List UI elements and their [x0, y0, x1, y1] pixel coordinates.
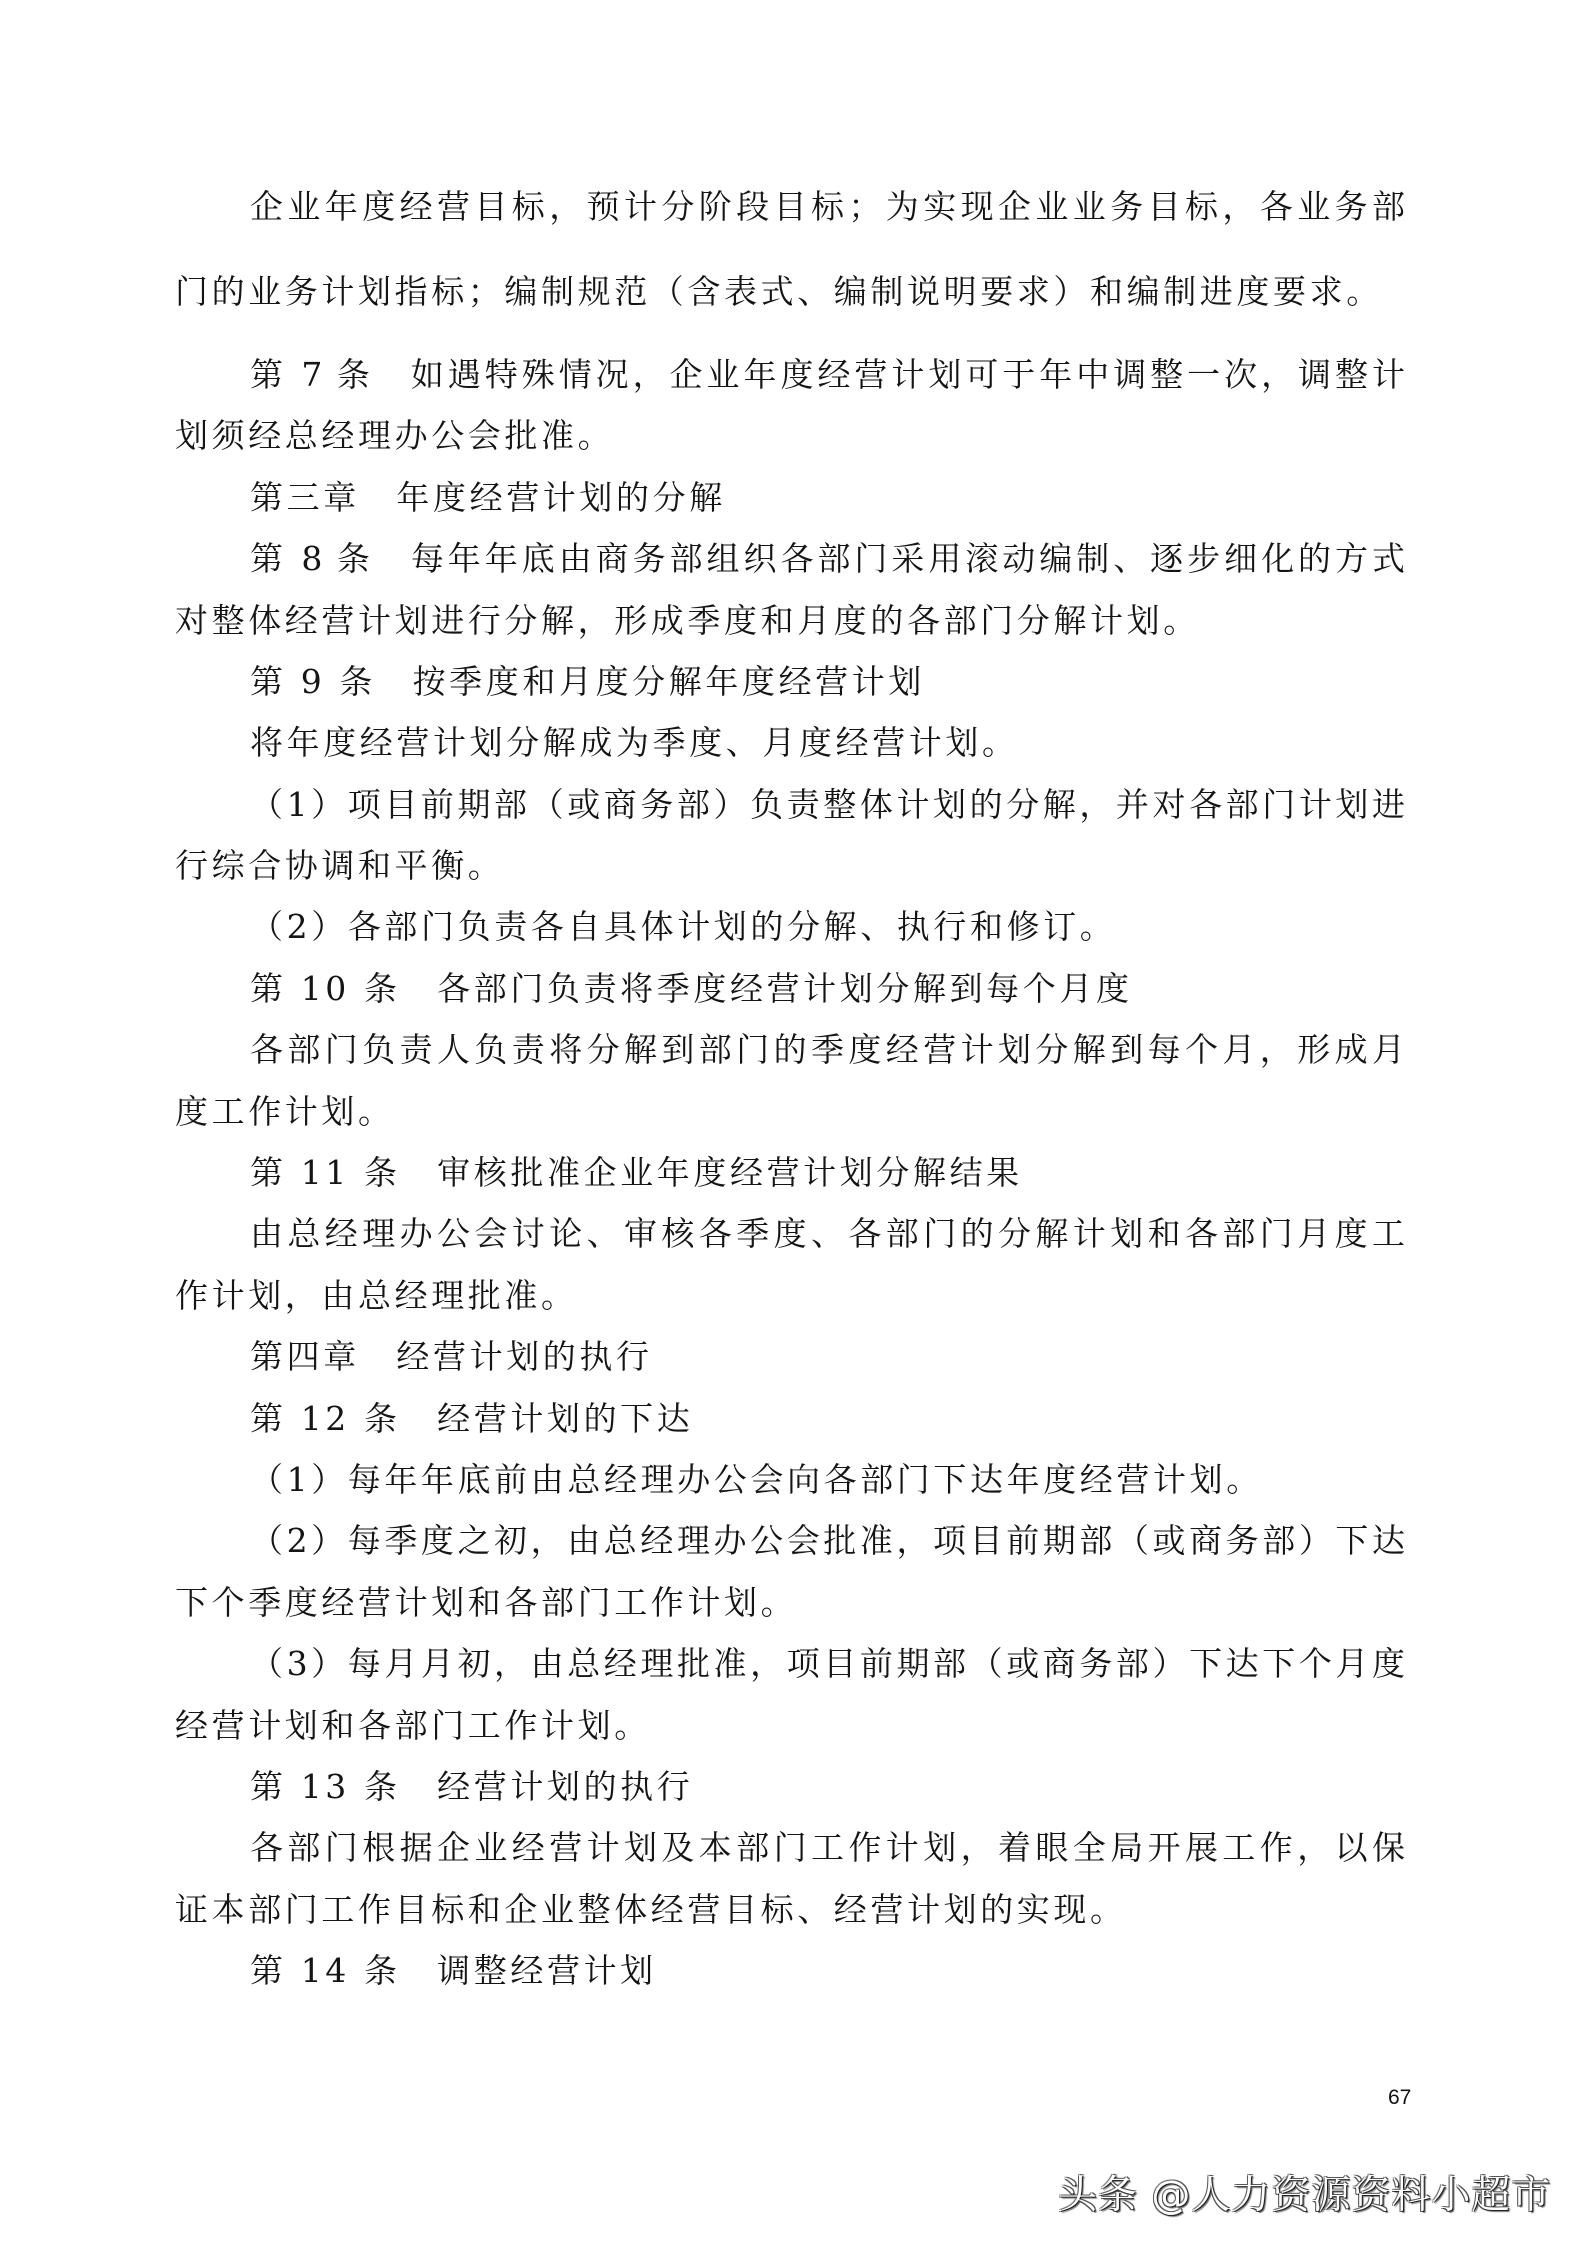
- chapter-4-heading: 第四章 经营计划的执行: [250, 1337, 653, 1376]
- article-12-heading: 第 12 条 经营计划的下达: [250, 1399, 694, 1438]
- chapter-3-heading: 第三章 年度经营计划的分解: [250, 478, 726, 517]
- article-14-heading: 第 14 条 调整经营计划: [250, 1951, 657, 1990]
- paragraph-line: 对整体经营计划进行分解，形成季度和月度的各部门分解计划。: [175, 601, 1200, 640]
- list-item-2: （2）各部门负责各自具体计划的分解、执行和修订。: [250, 907, 1117, 946]
- paragraph-line: 将年度经营计划分解成为季度、月度经营计划。: [250, 723, 1019, 762]
- paragraph-line: 证本部门工作目标和企业整体经营目标、经营计划的实现。: [175, 1890, 1127, 1929]
- paragraph-line: 下个季度经营计划和各部门工作计划。: [175, 1583, 798, 1622]
- list-item-1: （1）项目前期部（或商务部）负责整体计划的分解，并对各部门计划进: [250, 785, 1405, 824]
- article-7-heading: 第 7 条 如遇特殊情况，企业年度经营计划可于年中调整一次，调整计: [250, 355, 1405, 394]
- paragraph-line: 作计划，由总经理批准。: [175, 1276, 578, 1315]
- list-item-3: （3）每月月初，由总经理批准，项目前期部（或商务部）下达下个月度: [250, 1644, 1405, 1683]
- article-11-heading: 第 11 条 审核批准企业年度经营计划分解结果: [250, 1153, 1023, 1192]
- paragraph-line: 划须经总经理办公会批准。: [175, 416, 615, 455]
- page-number: 67: [1388, 2086, 1412, 2109]
- paragraph-line: 门的业务计划指标；编制规范（含表式、编制说明要求）和编制进度要求。: [175, 272, 1383, 311]
- article-13-heading: 第 13 条 经营计划的执行: [250, 1767, 694, 1806]
- paragraph-line: 各部门负责人负责将分解到部门的季度经营计划分解到每个月，形成月: [250, 1030, 1405, 1069]
- paragraph-line: 度工作计划。: [175, 1092, 395, 1131]
- paragraph-line: 由总经理办公会讨论、审核各季度、各部门的分解计划和各部门月度工: [250, 1214, 1405, 1253]
- paragraph-line: 经营计划和各部门工作计划。: [175, 1706, 651, 1745]
- article-10-heading: 第 10 条 各部门负责将季度经营计划分解到每个月度: [250, 969, 1133, 1008]
- article-9-heading: 第 9 条 按季度和月度分解年度经营计划: [250, 662, 925, 701]
- paragraph-line: 各部门根据企业经营计划及本部门工作计划，着眼全局开展工作，以保: [250, 1828, 1405, 1867]
- paragraph-line: 行综合协调和平衡。: [175, 846, 505, 885]
- paragraph-line: 企业年度经营目标，预计分阶段目标；为实现企业业务目标，各业务部: [250, 187, 1405, 226]
- list-item-2: （2）每季度之初，由总经理办公会批准，项目前期部（或商务部）下达: [250, 1521, 1405, 1560]
- list-item-1: （1）每年年底前由总经理办公会向各部门下达年度经营计划。: [250, 1460, 1263, 1499]
- article-8-heading: 第 8 条 每年年底由商务部组织各部门采用滚动编制、逐步细化的方式: [250, 539, 1405, 578]
- watermark: 头条 @人力资源资料小超市: [1058, 2173, 1552, 2218]
